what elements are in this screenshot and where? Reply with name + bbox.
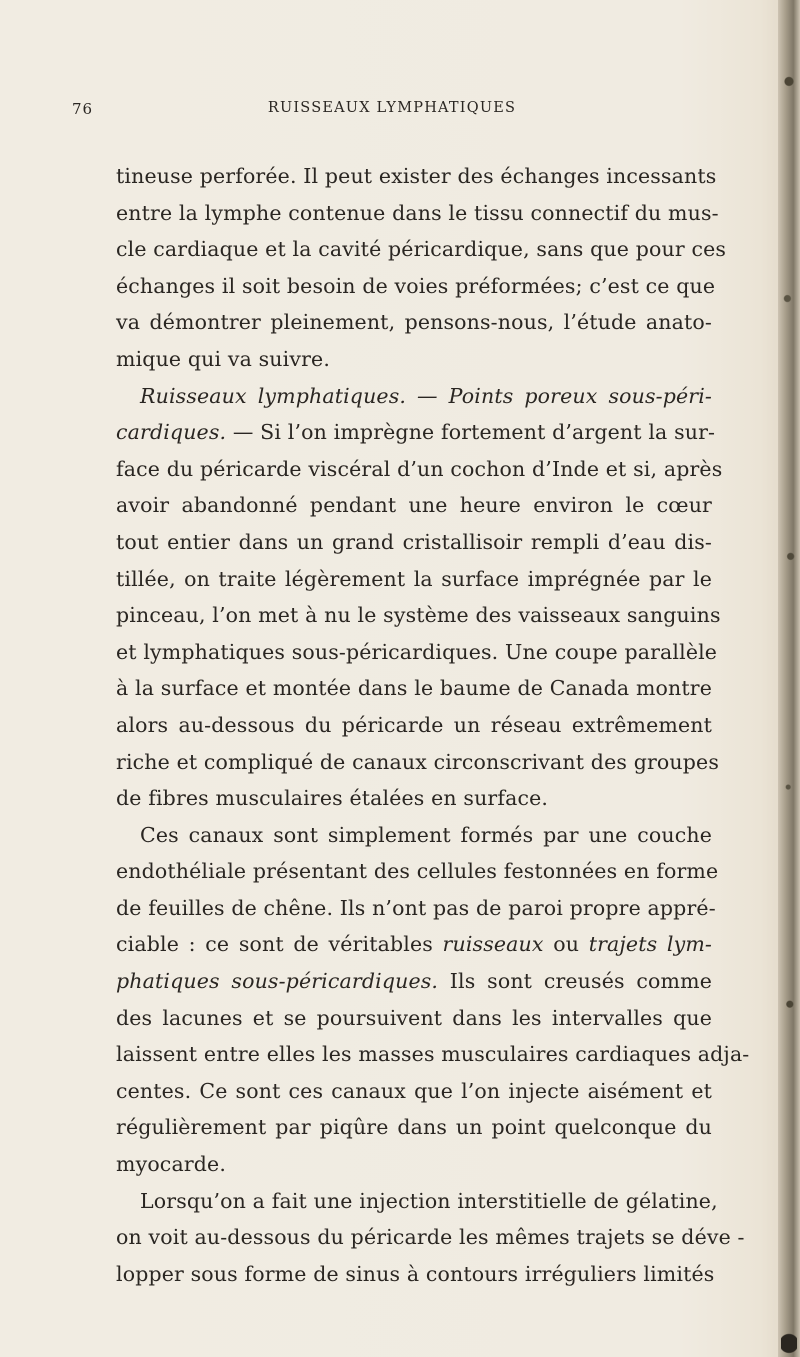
text-line bbox=[116, 1256, 715, 1293]
text-line bbox=[116, 707, 712, 744]
text-span: pinceau, l’on met à nu le système des vaisseaux sanguins bbox=[116, 603, 721, 628]
page-number: 76 bbox=[72, 100, 94, 118]
text-line bbox=[116, 158, 717, 195]
text-span: régulièrement par piqûre dans un point quelconque du bbox=[116, 1115, 712, 1140]
text-span: ciable : ce sont de véritables bbox=[116, 932, 443, 957]
text-span: à la surface et montée dans le baume de Canada montre bbox=[116, 676, 712, 701]
text-line bbox=[116, 780, 712, 817]
text-line bbox=[116, 1219, 745, 1256]
text-span: alors au-dessous du péricarde un réseau extrêmement bbox=[116, 712, 712, 737]
text-line bbox=[116, 1036, 750, 1073]
text-span: entre la lymphe contenue dans le tissu connectif du mus- bbox=[116, 200, 719, 225]
text-line bbox=[116, 744, 719, 781]
text-line bbox=[116, 487, 712, 524]
text-line bbox=[116, 451, 723, 488]
text-span: riche et compliqué de canaux circonscrivant des groupes bbox=[116, 749, 719, 774]
text-line bbox=[116, 670, 712, 707]
text-line bbox=[116, 561, 712, 598]
text-span: avoir abandonné pendant une heure environ le cœur bbox=[116, 493, 712, 518]
text-line bbox=[116, 853, 719, 890]
text-span: ou bbox=[543, 932, 589, 957]
text-span: échanges il soit besoin de voies préformées; c’est ce que bbox=[116, 273, 716, 298]
text-span: centes. Ce sont ces canaux que l’on injecte aisément et bbox=[116, 1078, 712, 1103]
italic-text-span: ruisseaux bbox=[442, 932, 544, 957]
text-line bbox=[116, 268, 716, 305]
text-span: des lacunes et se poursuivent dans les intervalles que bbox=[116, 1005, 712, 1030]
text-span: va démontrer pleinement, pensons-nous, l’étude anato- bbox=[116, 310, 712, 335]
text-span: myocarde. bbox=[116, 1152, 226, 1177]
text-span: face du péricarde viscéral d’un cochon d’Inde et si, après bbox=[116, 456, 723, 481]
running-head: RUISSEAUX LYMPHATIQUES bbox=[267, 100, 517, 116]
text-span: on voit au-dessous du péricarde les mêmes trajets se déve - bbox=[116, 1225, 745, 1250]
text-span: Ils sont creusés comme bbox=[438, 969, 712, 994]
text-line bbox=[116, 1146, 712, 1183]
text-span: de fibres musculaires étalées en surface. bbox=[116, 786, 549, 811]
text-line bbox=[116, 963, 712, 1000]
text-span: tillée, on traite légèrement la surface imprégnée par le bbox=[116, 566, 712, 591]
text-line bbox=[116, 634, 718, 671]
text-span: de feuilles de chêne. Ils n’ont pas de paroi propre appré- bbox=[116, 895, 716, 920]
text-line bbox=[116, 890, 716, 927]
text-span: tineuse perforée. Il peut exister des échanges incessants bbox=[116, 164, 717, 188]
body-text bbox=[116, 158, 750, 1292]
text-span: endothéliale présentant des cellules festonnées en forme bbox=[116, 859, 719, 884]
italic-text-span: cardiques. bbox=[116, 420, 227, 445]
text-line bbox=[116, 926, 712, 963]
text-line bbox=[116, 378, 712, 415]
text-span: et lymphatiques sous-péricardiques. Une coupe parallèle bbox=[116, 639, 718, 664]
text-span: cle cardiaque et la cavité péricardique, sans que pour ces bbox=[116, 237, 727, 262]
text-span: Ces canaux sont simplement formés par une couche bbox=[140, 822, 712, 847]
italic-text-span: Ruisseaux lymphatiques. — Points poreux sous-péri- bbox=[140, 383, 712, 408]
italic-text-span: trajets lym- bbox=[588, 932, 713, 957]
text-line bbox=[116, 1109, 712, 1146]
text-line bbox=[116, 1183, 718, 1220]
text-span: laissent entre elles les masses musculaires cardiaques adja- bbox=[116, 1042, 750, 1067]
page-header bbox=[72, 96, 712, 122]
text-line bbox=[116, 1000, 712, 1037]
text-span: lopper sous forme de sinus à contours irréguliers limités bbox=[116, 1261, 715, 1286]
text-line bbox=[116, 304, 712, 341]
italic-text-span: phatiques sous-péricardiques. bbox=[116, 969, 439, 994]
text-line bbox=[116, 195, 719, 232]
text-line bbox=[116, 231, 727, 268]
page-edge-stains bbox=[781, 0, 797, 1357]
text-span: — Si l’on imprègne fortement d’argent la sur- bbox=[226, 420, 716, 445]
text-line bbox=[116, 524, 712, 561]
text-line bbox=[116, 414, 716, 451]
text-span: Lorsqu’on a fait une injection interstitielle de gélatine, bbox=[140, 1188, 718, 1213]
text-line bbox=[116, 597, 721, 634]
text-line bbox=[116, 341, 712, 378]
text-line bbox=[116, 817, 712, 854]
text-span: tout entier dans un grand cristallisoir rempli d’eau dis- bbox=[116, 529, 712, 554]
text-span: mique qui va suivre. bbox=[116, 346, 330, 371]
text-line bbox=[116, 1073, 712, 1110]
